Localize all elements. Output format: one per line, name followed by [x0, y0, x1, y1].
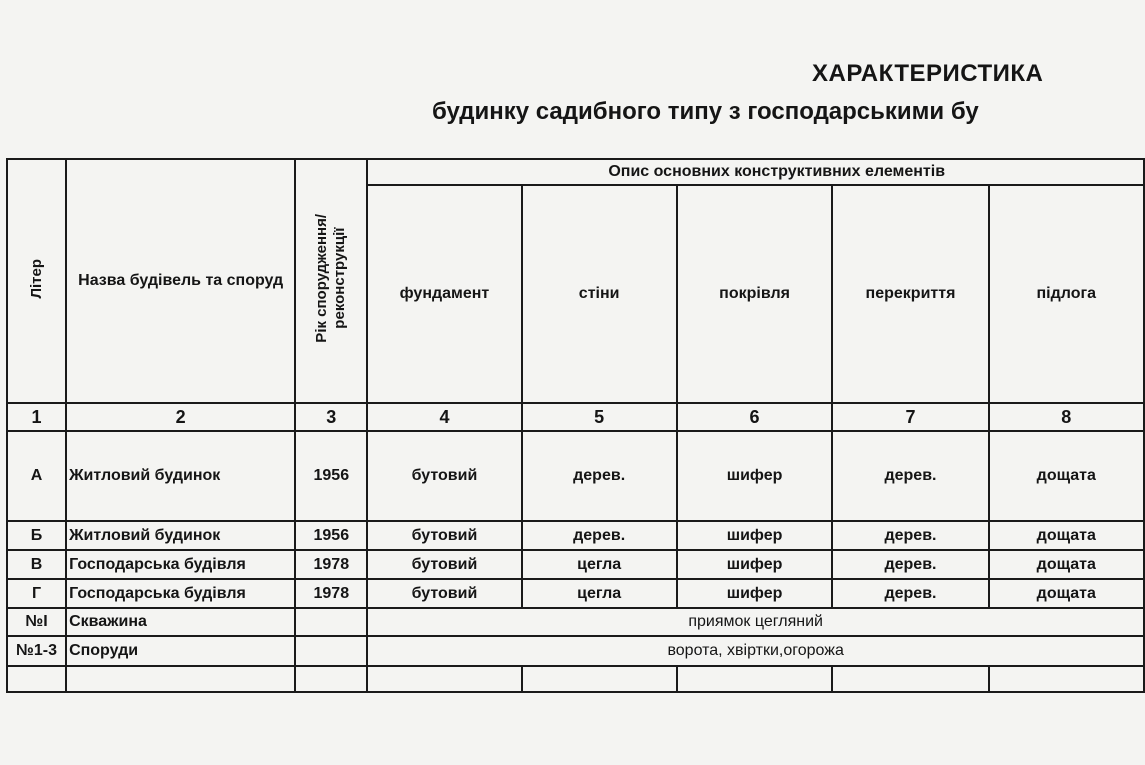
column-number: 7 [832, 403, 988, 431]
column-number: 8 [989, 403, 1144, 431]
header-elements-group: Опис основних конструктивних елементів [367, 159, 1144, 185]
cell-building-name: Споруди [66, 636, 295, 666]
cell-building-name: Житловий будинок [66, 521, 295, 550]
column-number: 2 [66, 403, 295, 431]
cell-description: приямок цегляний [367, 608, 1144, 636]
cell-ceiling: дерев. [832, 521, 988, 550]
empty-cell [522, 666, 677, 692]
cell-walls: дерев. [522, 521, 677, 550]
column-number: 6 [677, 403, 833, 431]
cell-foundation: бутовий [367, 550, 521, 579]
cell-year [295, 636, 367, 666]
cell-foundation: бутовий [367, 521, 521, 550]
empty-cell [677, 666, 833, 692]
cell-liter: Г [7, 579, 66, 608]
column-number: 4 [367, 403, 521, 431]
empty-cell [7, 666, 66, 692]
cell-year: 1978 [295, 579, 367, 608]
header-roof: покрівля [677, 185, 833, 403]
cell-liter: Б [7, 521, 66, 550]
cell-floor: дощата [989, 550, 1144, 579]
characteristics-table [6, 158, 1145, 693]
column-number-row [7, 403, 1144, 431]
cell-liter: А [7, 431, 66, 521]
cell-walls: дерев. [522, 431, 677, 521]
cell-building-name: Скважина [66, 608, 295, 636]
cell-foundation: бутовий [367, 579, 521, 608]
cell-liter: №1-3 [7, 636, 66, 666]
cell-year: 1956 [295, 431, 367, 521]
cell-liter: №І [7, 608, 66, 636]
header-ceiling: перекриття [832, 185, 988, 403]
cell-ceiling: дерев. [832, 431, 988, 521]
cell-foundation: бутовий [367, 431, 521, 521]
cell-roof: шифер [677, 521, 833, 550]
cell-building-name: Господарська будівля [66, 579, 295, 608]
header-year: Рік спорудження/ реконструкції [295, 159, 367, 403]
column-number: 1 [7, 403, 66, 431]
column-number: 5 [522, 403, 677, 431]
table-row [7, 579, 1144, 608]
table-row [7, 550, 1144, 579]
cell-year [295, 608, 367, 636]
table-row [7, 636, 1144, 666]
empty-cell [367, 666, 521, 692]
document-title: ХАРАКТЕРИСТИКА [812, 60, 1044, 87]
empty-cell [295, 666, 367, 692]
cell-liter: В [7, 550, 66, 579]
cell-building-name: Житловий будинок [66, 431, 295, 521]
document-subtitle: будинку садибного типу з господарськими бу [432, 98, 979, 125]
header-floor: підлога [989, 185, 1144, 403]
table-row [7, 608, 1144, 636]
cell-year: 1956 [295, 521, 367, 550]
cell-building-name: Господарська будівля [66, 550, 295, 579]
empty-cell [832, 666, 988, 692]
cell-floor: дощата [989, 579, 1144, 608]
header-liter: Літер [7, 159, 66, 403]
header-foundation: фундамент [367, 185, 521, 403]
table-row [7, 431, 1144, 521]
cell-walls: цегла [522, 550, 677, 579]
header-building-name: Назва будівель та споруд [66, 159, 295, 403]
cell-floor: дощата [989, 431, 1144, 521]
header-walls: стіни [522, 185, 677, 403]
cell-year: 1978 [295, 550, 367, 579]
table-row [7, 521, 1144, 550]
cell-floor: дощата [989, 521, 1144, 550]
column-number: 3 [295, 403, 367, 431]
cell-walls: цегла [522, 579, 677, 608]
empty-row [7, 666, 1144, 692]
cell-ceiling: дерев. [832, 579, 988, 608]
cell-roof: шифер [677, 550, 833, 579]
cell-roof: шифер [677, 579, 833, 608]
empty-cell [989, 666, 1144, 692]
empty-cell [66, 666, 295, 692]
cell-roof: шифер [677, 431, 833, 521]
cell-ceiling: дерев. [832, 550, 988, 579]
cell-description: ворота, хвіртки,огорожа [367, 636, 1144, 666]
